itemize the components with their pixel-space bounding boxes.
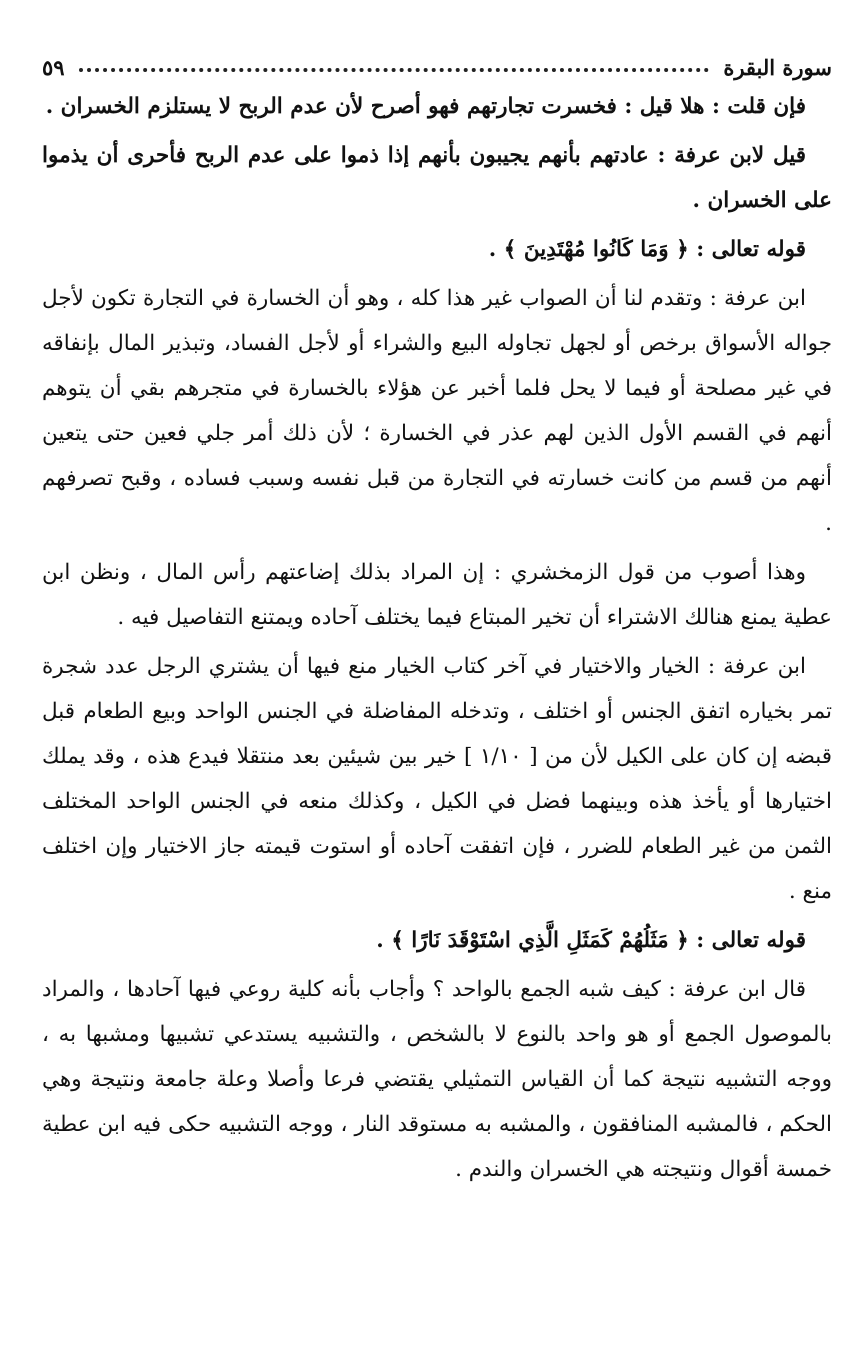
paragraph-5: ابن عرفة : الخيار والاختيار في آخر كتاب الخيار منع فيها أن يشتري الرجل عدد شجرة تمر بخياره اتفق الجنس أو اختلف ، وتدخله المفاضلة في الجنس الواحد وبيع الطعام قبل قبضه إن كان على الكيل لأن من [ ١/١٠ ] خير بين شيئين بعد منتقلا فيدع هذه ، وقد يملك اختيارها أو يأخذ هذه وبينهما فضل في الكيل ، وكذلك منعه في الجنس الواحد المختلف الثمن من غير الطعام للضرر ، فإن اتفقت آحاده أو استوت قيمته جاز الاختيار وإن اختلف منع . xyxy=(42,654,832,904)
paragraph-3: ابن عرفة : وتقدم لنا أن الصواب غير هذا كله ، وهو أن الخسارة في التجارة تكون لأجل جواله الأسواق برخص أو لجهل تجاوله البيع والشراء أو لأجل الفساد، وتبذير المال بإنفاقه في غير مصلحة أو فيما لا يحل فلما أخبر عن هؤلاء بالخسارة في متجرهم بقي أن يتوهم أنهم في القسم الأول الذين لهم عذر في الخسارة ؛ لأن ذلك أمر جلي فعين حتى يتعين أنهم من قسم من كانت خسارته في التجارة من قبل نفسه وسبب فساده ، وقبح تصرفهم . xyxy=(42,286,832,536)
surah-title: سورة البقرة xyxy=(723,55,832,80)
page-number: ٥٩ xyxy=(42,55,65,80)
quran-verse-1: قوله تعالى : ﴿ وَمَا كَانُوا مُهْتَدِينَ ﴾ . xyxy=(488,237,806,262)
paragraph-1: فإن قلت : هلا قيل : فخسرت تجارتهم فهو أصرح لأن عدم الربح لا يستلزم الخسران . xyxy=(45,94,806,119)
paragraph-6: قال ابن عرفة : كيف شبه الجمع بالواحد ؟ وأجاب بأنه كلية روعي فيها آحادها ، والمراد بالموصول الجمع أو هو واحد بالنوع لا بالشخص ، والتشبيه يستدعي تشبيها ومشبها به ، ووجه التشبيه نتيجة كما أن القياس التمثيلي يقتضي فرعا وأصلا وعلة جامعة ونتيجة وهي الحكم ، فالمشبه المنافقون ، والمشبه به مستوقد النار ، ووجه التشبيه حكى فيه ابن عطية خمسة أقوال ونتيجته هي الخسران والندم . xyxy=(42,977,832,1182)
quran-verse-2: قوله تعالى : ﴿ مَثَلُهُمْ كَمَثَلِ الَّذِي اسْتَوْقَدَ نَارًا ﴾ . xyxy=(376,928,806,953)
book-page xyxy=(42,40,832,1196)
page-header xyxy=(42,40,832,80)
header-dotted-leader xyxy=(79,68,710,72)
paragraph-4: وهذا أصوب من قول الزمخشري : إن المراد بذلك إضاعتهم رأس المال ، ونظن ابن عطية يمنع هنالك الاشتراء أن تخير المبتاع فيما يختلف آحاده ويمتنع التفاصيل فيه . xyxy=(42,560,832,630)
paragraph-2: قيل لابن عرفة : عادتهم بأنهم يجيبون بأنهم إذا ذموا على عدم الربح فأحرى أن يذموا على الخسران . xyxy=(42,143,832,213)
